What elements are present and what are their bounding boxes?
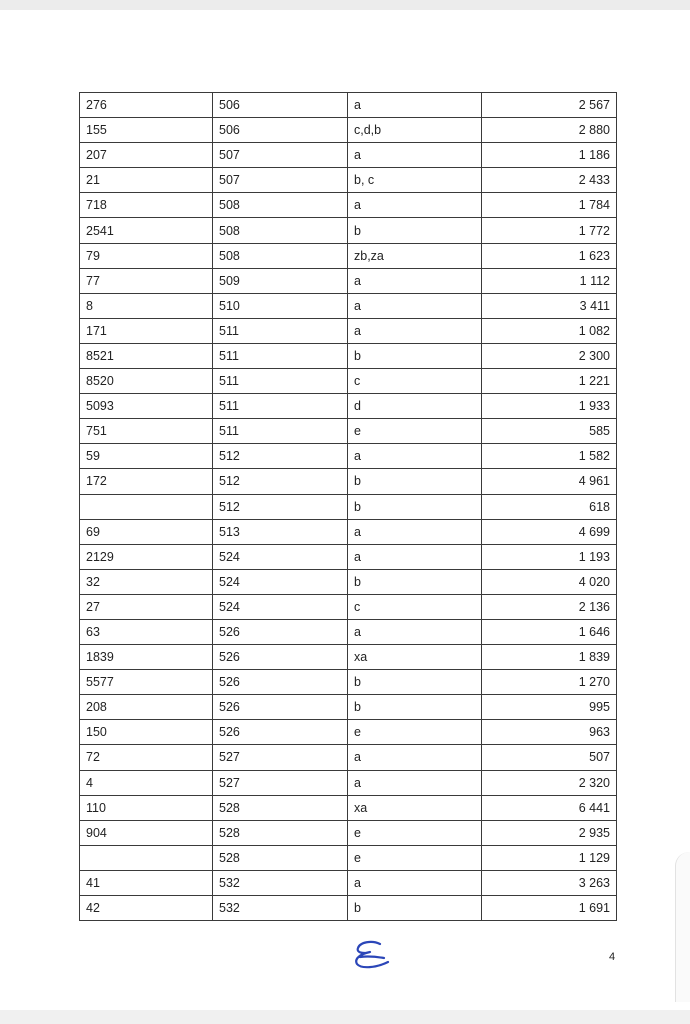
table-cell-c2: 526 bbox=[213, 619, 348, 644]
table-cell-c2: 506 bbox=[213, 93, 348, 118]
table-cell-c3: b bbox=[348, 343, 482, 368]
table-cell-c4: 618 bbox=[482, 494, 617, 519]
table-cell-c3: e bbox=[348, 419, 482, 444]
table-cell-c4: 1 839 bbox=[482, 645, 617, 670]
table-cell-c1: 208 bbox=[80, 695, 213, 720]
table-cell-c2: 526 bbox=[213, 670, 348, 695]
table-row bbox=[80, 243, 617, 268]
table-row bbox=[80, 494, 617, 519]
table-cell-c3: a bbox=[348, 143, 482, 168]
table-row bbox=[80, 218, 617, 243]
table-cell-c1: 718 bbox=[80, 193, 213, 218]
table-cell-c2: 509 bbox=[213, 268, 348, 293]
table-row bbox=[80, 369, 617, 394]
table-cell-c4: 1 582 bbox=[482, 444, 617, 469]
table-cell-c1: 41 bbox=[80, 870, 213, 895]
table-cell-c2: 532 bbox=[213, 896, 348, 921]
table-cell-c2: 528 bbox=[213, 795, 348, 820]
table-cell-c2: 524 bbox=[213, 544, 348, 569]
table-row bbox=[80, 318, 617, 343]
table-cell-c4: 1 082 bbox=[482, 318, 617, 343]
table-cell-c2: 512 bbox=[213, 494, 348, 519]
table-cell-c1: 110 bbox=[80, 795, 213, 820]
table-cell-c1: 5093 bbox=[80, 394, 213, 419]
table-cell-c3: a bbox=[348, 544, 482, 569]
table-cell-c3: a bbox=[348, 93, 482, 118]
table-row bbox=[80, 569, 617, 594]
table-row bbox=[80, 444, 617, 469]
table-cell-c1: 21 bbox=[80, 168, 213, 193]
table-row bbox=[80, 795, 617, 820]
table-row bbox=[80, 645, 617, 670]
table-cell-c3: b bbox=[348, 670, 482, 695]
table-row bbox=[80, 168, 617, 193]
table-cell-c3: a bbox=[348, 444, 482, 469]
table-row bbox=[80, 143, 617, 168]
table-cell-c1: 172 bbox=[80, 469, 213, 494]
table-cell-c1: 63 bbox=[80, 619, 213, 644]
table-cell-c4: 1 784 bbox=[482, 193, 617, 218]
table-cell-c2: 528 bbox=[213, 820, 348, 845]
table-cell-c4: 1 623 bbox=[482, 243, 617, 268]
table-row bbox=[80, 544, 617, 569]
table-cell-c2: 506 bbox=[213, 118, 348, 143]
table-cell-c3: d bbox=[348, 394, 482, 419]
scan-bottom-edge bbox=[0, 1010, 690, 1024]
table-row bbox=[80, 193, 617, 218]
table-cell-c2: 528 bbox=[213, 845, 348, 870]
table-cell-c1: 4 bbox=[80, 770, 213, 795]
table-cell-c4: 2 935 bbox=[482, 820, 617, 845]
table-row bbox=[80, 93, 617, 118]
table-cell-c2: 511 bbox=[213, 419, 348, 444]
table-row bbox=[80, 469, 617, 494]
table-cell-c3: b, c bbox=[348, 168, 482, 193]
table-cell-c1 bbox=[80, 845, 213, 870]
table-cell-c3: a bbox=[348, 193, 482, 218]
table-cell-c4: 963 bbox=[482, 720, 617, 745]
table-cell-c1: 150 bbox=[80, 720, 213, 745]
table-cell-c2: 526 bbox=[213, 720, 348, 745]
table-row bbox=[80, 845, 617, 870]
table-cell-c3: a bbox=[348, 293, 482, 318]
table-cell-c2: 511 bbox=[213, 394, 348, 419]
table-cell-c2: 532 bbox=[213, 870, 348, 895]
table-cell-c4: 1 691 bbox=[482, 896, 617, 921]
table-cell-c4: 3 263 bbox=[482, 870, 617, 895]
table-cell-c2: 512 bbox=[213, 469, 348, 494]
table-cell-c4: 4 020 bbox=[482, 569, 617, 594]
table-cell-c3: a bbox=[348, 870, 482, 895]
table-cell-c4: 1 193 bbox=[482, 544, 617, 569]
table-cell-c2: 527 bbox=[213, 770, 348, 795]
table-cell-c4: 4 961 bbox=[482, 469, 617, 494]
table-cell-c4: 2 136 bbox=[482, 594, 617, 619]
table-cell-c4: 3 411 bbox=[482, 293, 617, 318]
table-cell-c3: a bbox=[348, 619, 482, 644]
table-cell-c4: 1 933 bbox=[482, 394, 617, 419]
table-cell-c3: a bbox=[348, 318, 482, 343]
table-cell-c3: a bbox=[348, 268, 482, 293]
table-row bbox=[80, 670, 617, 695]
table-cell-c4: 2 433 bbox=[482, 168, 617, 193]
table-cell-c3: b bbox=[348, 695, 482, 720]
table-cell-c1: 751 bbox=[80, 419, 213, 444]
table-cell-c1: 2541 bbox=[80, 218, 213, 243]
table-cell-c1: 904 bbox=[80, 820, 213, 845]
table-cell-c4: 1 646 bbox=[482, 619, 617, 644]
table-cell-c3: a bbox=[348, 745, 482, 770]
table-row bbox=[80, 770, 617, 795]
table-cell-c1: 77 bbox=[80, 268, 213, 293]
table-body bbox=[80, 93, 617, 921]
table-row bbox=[80, 118, 617, 143]
table-row bbox=[80, 268, 617, 293]
table-cell-c3: a bbox=[348, 519, 482, 544]
page-number: 4 bbox=[609, 951, 616, 963]
table-cell-c2: 508 bbox=[213, 218, 348, 243]
table-cell-c2: 512 bbox=[213, 444, 348, 469]
table-row bbox=[80, 896, 617, 921]
table-cell-c4: 2 567 bbox=[482, 93, 617, 118]
table-cell-c3: b bbox=[348, 469, 482, 494]
table-row bbox=[80, 720, 617, 745]
table-cell-c2: 511 bbox=[213, 369, 348, 394]
parcel-table bbox=[79, 92, 617, 921]
table-cell-c4: 1 221 bbox=[482, 369, 617, 394]
table-row bbox=[80, 619, 617, 644]
table-cell-c3: b bbox=[348, 494, 482, 519]
table-cell-c2: 526 bbox=[213, 645, 348, 670]
table-cell-c1 bbox=[80, 494, 213, 519]
table-cell-c2: 524 bbox=[213, 569, 348, 594]
table-cell-c4: 1 270 bbox=[482, 670, 617, 695]
signature-icon bbox=[350, 938, 394, 972]
table-row bbox=[80, 394, 617, 419]
scan-top-edge bbox=[0, 0, 690, 10]
table-cell-c3: zb,za bbox=[348, 243, 482, 268]
table-cell-c2: 511 bbox=[213, 318, 348, 343]
table-cell-c4: 507 bbox=[482, 745, 617, 770]
table-cell-c4: 995 bbox=[482, 695, 617, 720]
table-cell-c3: c bbox=[348, 594, 482, 619]
table-cell-c2: 524 bbox=[213, 594, 348, 619]
table-cell-c1: 155 bbox=[80, 118, 213, 143]
table-cell-c1: 2129 bbox=[80, 544, 213, 569]
table-cell-c4: 6 441 bbox=[482, 795, 617, 820]
table-cell-c1: 72 bbox=[80, 745, 213, 770]
table-cell-c1: 5577 bbox=[80, 670, 213, 695]
table-cell-c1: 32 bbox=[80, 569, 213, 594]
table-cell-c3: b bbox=[348, 569, 482, 594]
table-row bbox=[80, 419, 617, 444]
table-cell-c3: b bbox=[348, 218, 482, 243]
table-cell-c1: 171 bbox=[80, 318, 213, 343]
table-cell-c2: 508 bbox=[213, 243, 348, 268]
table-cell-c2: 526 bbox=[213, 695, 348, 720]
table-cell-c3: e bbox=[348, 845, 482, 870]
table-cell-c1: 8 bbox=[80, 293, 213, 318]
table-cell-c1: 59 bbox=[80, 444, 213, 469]
table-cell-c1: 1839 bbox=[80, 645, 213, 670]
table-cell-c2: 508 bbox=[213, 193, 348, 218]
table-cell-c1: 42 bbox=[80, 896, 213, 921]
table-cell-c4: 2 300 bbox=[482, 343, 617, 368]
table-cell-c4: 2 880 bbox=[482, 118, 617, 143]
table-cell-c3: xa bbox=[348, 795, 482, 820]
page-curl bbox=[675, 852, 690, 1002]
table-cell-c1: 79 bbox=[80, 243, 213, 268]
table-cell-c2: 510 bbox=[213, 293, 348, 318]
table-cell-c2: 507 bbox=[213, 168, 348, 193]
table-cell-c2: 511 bbox=[213, 343, 348, 368]
table-cell-c1: 276 bbox=[80, 93, 213, 118]
table-cell-c4: 2 320 bbox=[482, 770, 617, 795]
table-row bbox=[80, 519, 617, 544]
table-cell-c2: 527 bbox=[213, 745, 348, 770]
table-cell-c1: 8520 bbox=[80, 369, 213, 394]
table-cell-c3: c,d,b bbox=[348, 118, 482, 143]
table-cell-c2: 513 bbox=[213, 519, 348, 544]
table-cell-c3: c bbox=[348, 369, 482, 394]
table-cell-c3: e bbox=[348, 820, 482, 845]
table-cell-c4: 1 112 bbox=[482, 268, 617, 293]
table-cell-c1: 27 bbox=[80, 594, 213, 619]
table-cell-c4: 1 772 bbox=[482, 218, 617, 243]
table-row bbox=[80, 695, 617, 720]
table-cell-c3: b bbox=[348, 896, 482, 921]
table-cell-c3: xa bbox=[348, 645, 482, 670]
table-cell-c4: 1 129 bbox=[482, 845, 617, 870]
table-row bbox=[80, 343, 617, 368]
table-row bbox=[80, 870, 617, 895]
table-row bbox=[80, 820, 617, 845]
table-row bbox=[80, 293, 617, 318]
table-cell-c4: 585 bbox=[482, 419, 617, 444]
table-cell-c2: 507 bbox=[213, 143, 348, 168]
table-cell-c1: 8521 bbox=[80, 343, 213, 368]
table-cell-c3: e bbox=[348, 720, 482, 745]
table-row bbox=[80, 745, 617, 770]
table-cell-c4: 4 699 bbox=[482, 519, 617, 544]
table-cell-c1: 207 bbox=[80, 143, 213, 168]
table-row bbox=[80, 594, 617, 619]
table-cell-c4: 1 186 bbox=[482, 143, 617, 168]
table-cell-c1: 69 bbox=[80, 519, 213, 544]
table-cell-c3: a bbox=[348, 770, 482, 795]
